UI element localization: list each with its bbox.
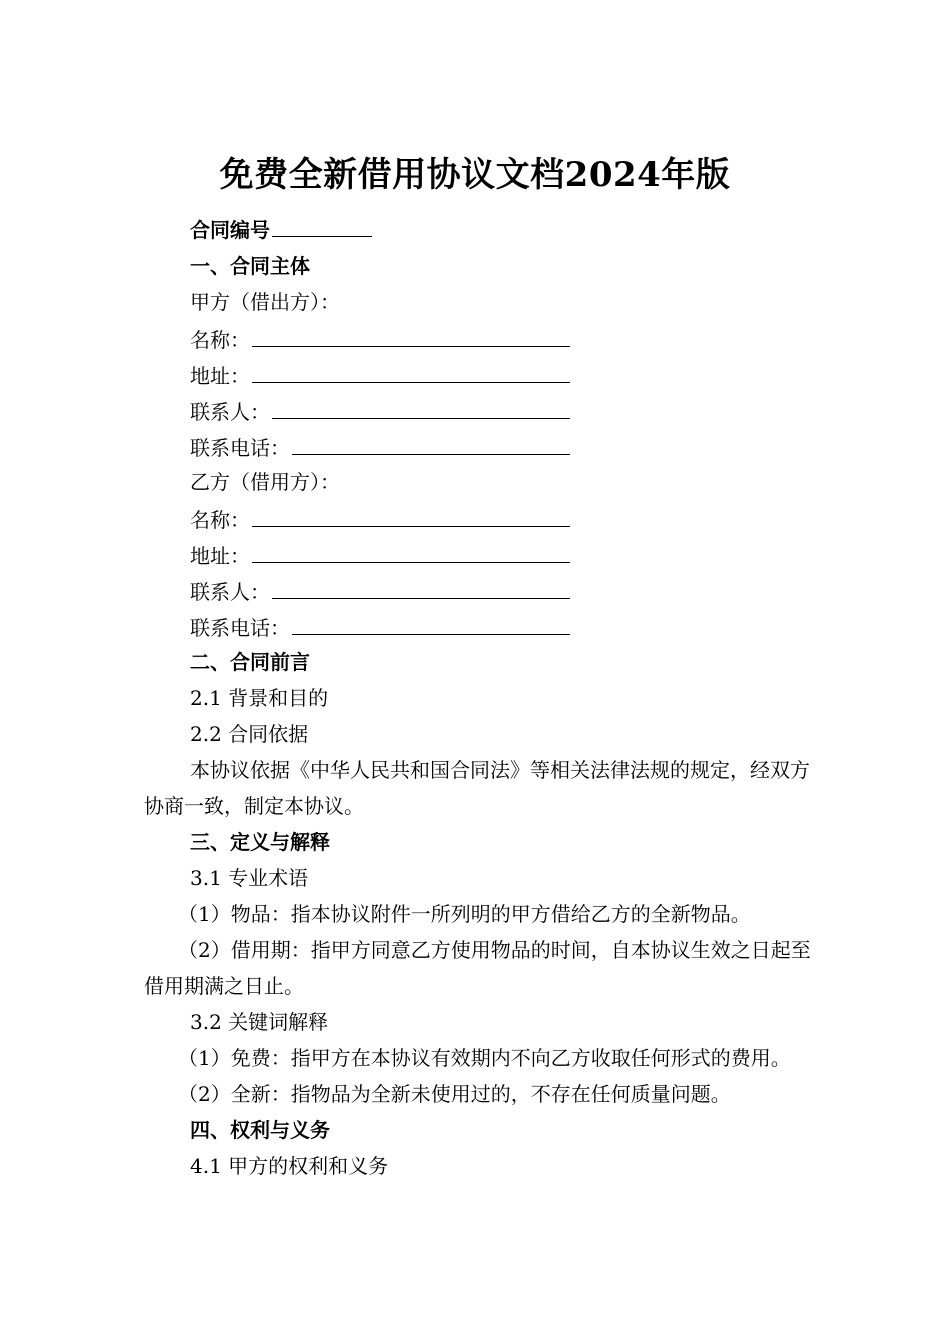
party-a-phone-blank: [292, 428, 570, 455]
party-a-phone-field: [190, 428, 570, 466]
document-body: [144, 212, 828, 1184]
section3-definition-3: （1）免费：指甲方在本协议有效期内不向乙方收取任何形式的费用。: [178, 1046, 791, 1070]
party-a-contact-label: 联系人：: [190, 400, 270, 424]
section1-heading: 一、合同主体: [190, 254, 310, 278]
party-b-contact-field: [190, 572, 570, 610]
section4-item1: 4.1 甲方的权利和义务: [190, 1154, 389, 1178]
party-a-name-label: 名称：: [190, 328, 250, 352]
party-b-address-blank: [252, 536, 570, 563]
party-b-contact-blank: [272, 572, 570, 599]
party-a-address-label: 地址：: [190, 364, 250, 388]
party-a-label: 甲方（借出方）：: [190, 290, 340, 314]
party-b-phone-label: 联系电话：: [190, 616, 290, 640]
section4-heading: 四、权利与义务: [190, 1118, 330, 1142]
party-a-name-blank: [252, 320, 570, 347]
party-b-label: 乙方（借用方）：: [190, 470, 340, 494]
section2-heading: 二、合同前言: [190, 650, 310, 674]
party-b-name-field: [190, 500, 570, 538]
section2-paragraph: 本协议依据《中华人民共和国合同法》等相关法律法规的规定，经双方协商一致，制定本协议。: [144, 758, 810, 818]
section3-item2: 3.2 关键词解释: [190, 1010, 329, 1034]
party-a-phone-label: 联系电话：: [190, 436, 290, 460]
section2-item1: 2.1 背景和目的: [190, 686, 329, 710]
party-b-address-label: 地址：: [190, 544, 250, 568]
section3-item1: 3.1 专业术语: [190, 866, 309, 890]
section3-heading: 三、定义与解释: [190, 830, 330, 854]
party-a-contact-field: [190, 392, 570, 430]
party-b-name-blank: [252, 500, 570, 527]
party-b-phone-field: [190, 608, 570, 646]
party-a-address-field: [190, 356, 570, 394]
section2-item2: 2.2 合同依据: [190, 722, 309, 746]
section3-definition-1: （1）物品：指本协议附件一所列明的甲方借给乙方的全新物品。: [178, 902, 751, 926]
section3-definition-4: （2）全新：指物品为全新未使用过的，不存在任何质量问题。: [178, 1082, 731, 1106]
party-a-address-blank: [252, 356, 570, 383]
party-b-name-label: 名称：: [190, 508, 250, 532]
party-a-name-field: [190, 320, 570, 358]
party-b-address-field: [190, 536, 570, 574]
contract-number-label: 合同编号: [190, 218, 270, 242]
document-title: 免费全新借用协议文档2024年版: [219, 155, 731, 195]
section3-definition-2: （2）借用期：指甲方同意乙方使用物品的时间，自本协议生效之日起至借用期满之日止。: [144, 938, 811, 998]
party-a-contact-blank: [272, 392, 570, 419]
contract-number-blank: [272, 212, 372, 237]
contract-number-line: [144, 212, 828, 248]
party-b-contact-label: 联系人：: [190, 580, 270, 604]
party-b-phone-blank: [292, 608, 570, 635]
